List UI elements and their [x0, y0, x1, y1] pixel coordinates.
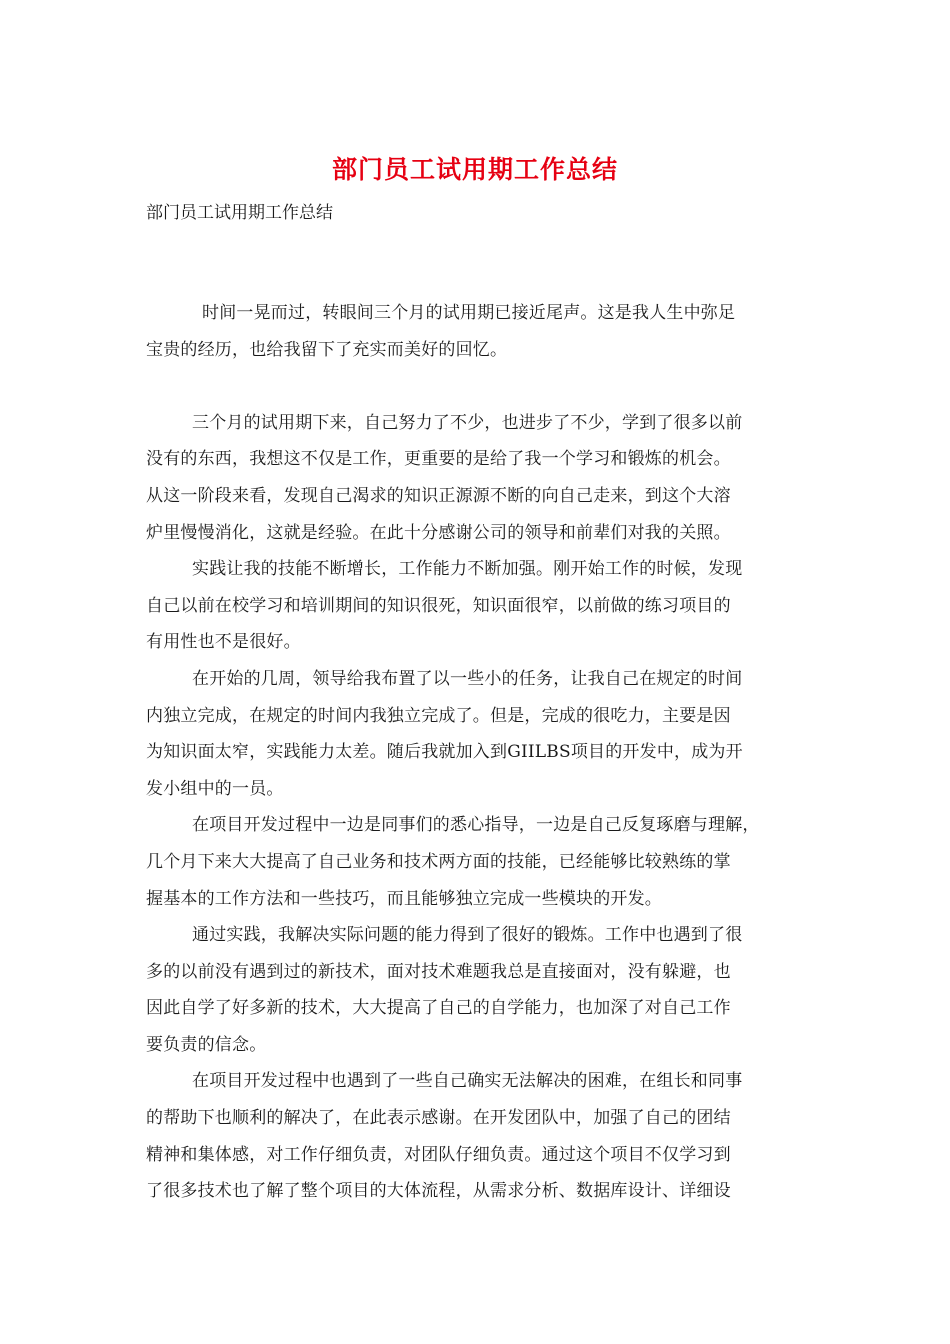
paragraph-line: 自己以前在校学习和培训期间的知识很死，知识面很窄，以前做的练习项目的 — [146, 595, 731, 616]
paragraph-line: 三个月的试用期下来，自己努力了不少，也进步了不少，学到了很多以前 — [192, 412, 743, 433]
paragraph-line: 握基本的工作方法和一些技巧，而且能够独立完成一些模块的开发。 — [146, 888, 662, 909]
paragraph-line: 在项目开发过程中一边是同事们的悉心指导，一边是自己反复琢磨与理解， — [192, 815, 760, 836]
paragraph-line: 要负责的信念。 — [146, 1034, 267, 1055]
document-subtitle: 部门员工试用期工作总结 — [146, 203, 333, 223]
paragraph-line: 在项目开发过程中也遇到了一些自己确实无法解决的困难，在组长和同事 — [192, 1071, 743, 1092]
paragraph-line: 的帮助下也顺利的解决了，在此表示感谢。在开发团队中，加强了自己的团结 — [146, 1108, 731, 1129]
paragraph-line: 发小组中的一员。 — [146, 778, 284, 799]
paragraph-line: 从这一阶段来看，发现自己渴求的知识正源源不断的向自己走来，到这个大溶 — [146, 485, 731, 506]
paragraph-spacer — [146, 368, 806, 405]
paragraph-line: 多的以前没有遇到过的新技术，面对技术难题我总是直接面对，没有躲避，也 — [146, 961, 731, 982]
document-title: 部门员工试用期工作总结 — [331, 155, 618, 184]
paragraph-line: 实践让我的技能不断增长，工作能力不断加强。刚开始工作的时候，发现 — [192, 559, 743, 580]
paragraph-line: 内独立完成，在规定的时间内我独立完成了。但是，完成的很吃力，主要是因 — [146, 705, 731, 726]
paragraph-line: 为知识面太窄，实践能力太差。随后我就加入到GIILBS项目的开发中，成为开 — [146, 742, 743, 763]
paragraph-line: 时间一晃而过，转眼间三个月的试用期已接近尾声。这是我人生中弥足 — [202, 303, 736, 323]
paragraph-line: 有用性也不是很好。 — [146, 632, 301, 653]
document-body — [146, 295, 806, 1210]
paragraph-line: 宝贵的经历，也给我留下了充实而美好的回忆。 — [146, 339, 508, 360]
paragraph-line: 通过实践，我解决实际问题的能力得到了很好的锻炼。工作中也遇到了很 — [192, 925, 743, 946]
paragraph-line: 精神和集体感，对工作仔细负责，对团队仔细负责。通过这个项目不仅学习到 — [146, 1144, 731, 1165]
paragraph-line: 在开始的几周，领导给我布置了以一些小的任务，让我自己在规定的时间 — [192, 668, 743, 689]
paragraph-line: 因此自学了好多新的技术，大大提高了自己的自学能力，也加深了对自己工作 — [146, 998, 731, 1019]
paragraph-line: 炉里慢慢消化，这就是经验。在此十分感谢公司的领导和前辈们对我的关照。 — [146, 522, 731, 543]
paragraph-line: 没有的东西，我想这不仅是工作，更重要的是给了我一个学习和锻炼的机会。 — [146, 449, 731, 470]
paragraph-line: 几个月下来大大提高了自己业务和技术两方面的技能，已经能够比较熟练的掌 — [146, 851, 731, 872]
paragraph-line: 了很多技术也了解了整个项目的大体流程，从需求分析、数据库设计、详细设 — [146, 1181, 731, 1202]
